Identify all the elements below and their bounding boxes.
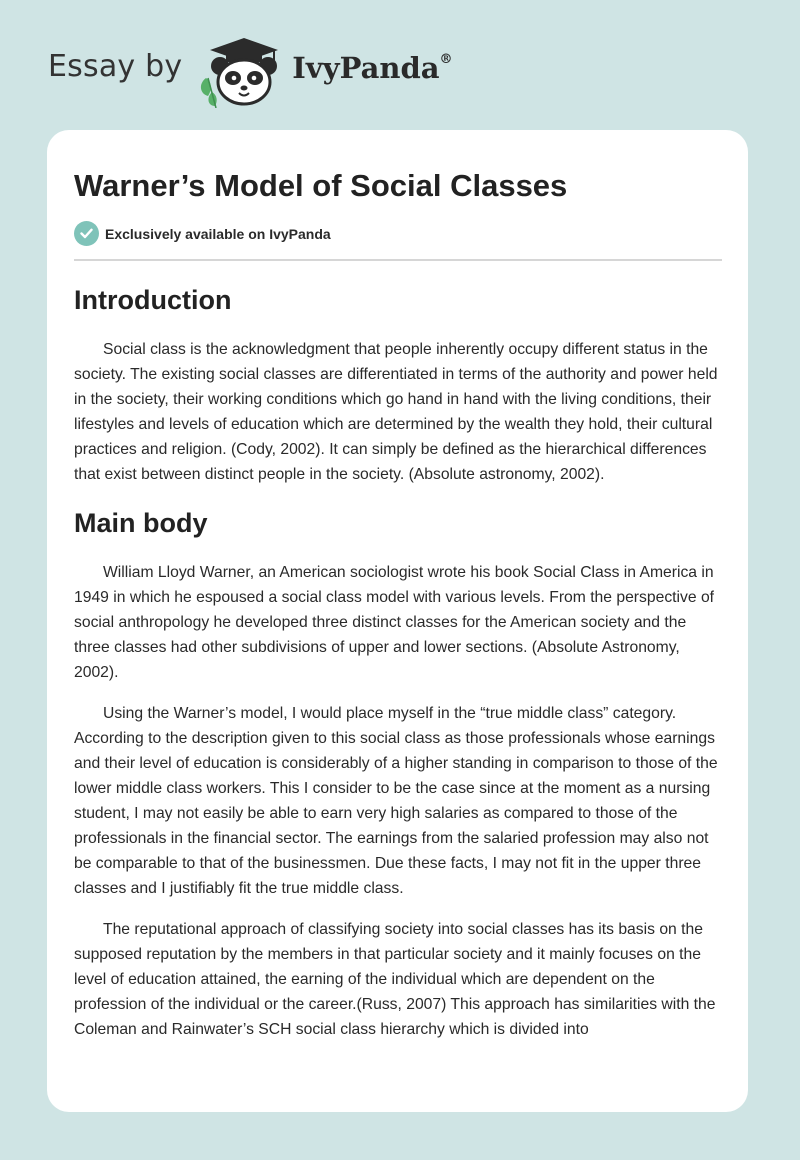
section-heading-main-body: Main body — [74, 508, 208, 538]
registered-mark: ® — [439, 52, 453, 68]
section-heading-introduction: Introduction — [74, 285, 232, 315]
paragraph: Social class is the acknowledgment that people inherently occupy different status in the society. The existing social classes are differentiated in terms of the authority and power held in the society, their working conditions which go hand in hand with the living conditions, their lifestyles and levels of education which are determined by the wealth they hold, their cultural practices and religion. (Cody, 2002). It can simply be defined as the hierarchical differences that exist between distinct people in the society. (Absolute astronomy, 2002). — [74, 341, 718, 483]
brand-name[interactable]: IvyPanda® — [292, 51, 453, 85]
check-circle-icon — [74, 221, 99, 246]
essay-card — [47, 130, 748, 1112]
paragraph: Using the Warner’s model, I would place myself in the “true middle class” category. According to the description given to this social class as those professionals whose earnings and their level of education is considerably of a higher standing in comparison to those of the lower middle class workers. This I consider to be the case since at the moment as a nursing student, I may not easily be able to earn very high salaries as compared to those of the professionals in the financial sector. The earnings from the salaried profession may also not be comparable to that of the businessmen. Due these facts, I may not fit in the upper three classes and I justifiably fit the true middle class. — [74, 705, 718, 897]
paragraph: The reputational approach of classifying society into social classes has its basis on the supposed reputation by the members in that particular society and it mainly focuses on the level of education attained, the earning of the individual which are dependent on the profession of the individual or the career.(Russ, 2007) This approach has similarities with the Coleman and Rainwater’s SCH social class hierarchy which is divided into — [74, 921, 716, 1038]
site-header — [48, 32, 453, 108]
ivypanda-logo-icon[interactable] — [196, 32, 288, 108]
paragraph: William Lloyd Warner, an American sociologist wrote his book Social Class in America in 1949 in which he espoused a social class model with various levels. From the perspective of social anthropology he developed three distinct classes for the American society and the three classes had other subdivisions of upper and lower sections. (Absolute Astronomy, 2002). — [74, 564, 715, 681]
exclusive-label: Exclusively available on IvyPanda — [105, 225, 331, 242]
divider — [74, 259, 722, 261]
page-title: Warner’s Model of Social Classes — [74, 168, 568, 203]
exclusive-badge — [74, 221, 722, 246]
essay-by-label: Essay by — [48, 48, 183, 84]
